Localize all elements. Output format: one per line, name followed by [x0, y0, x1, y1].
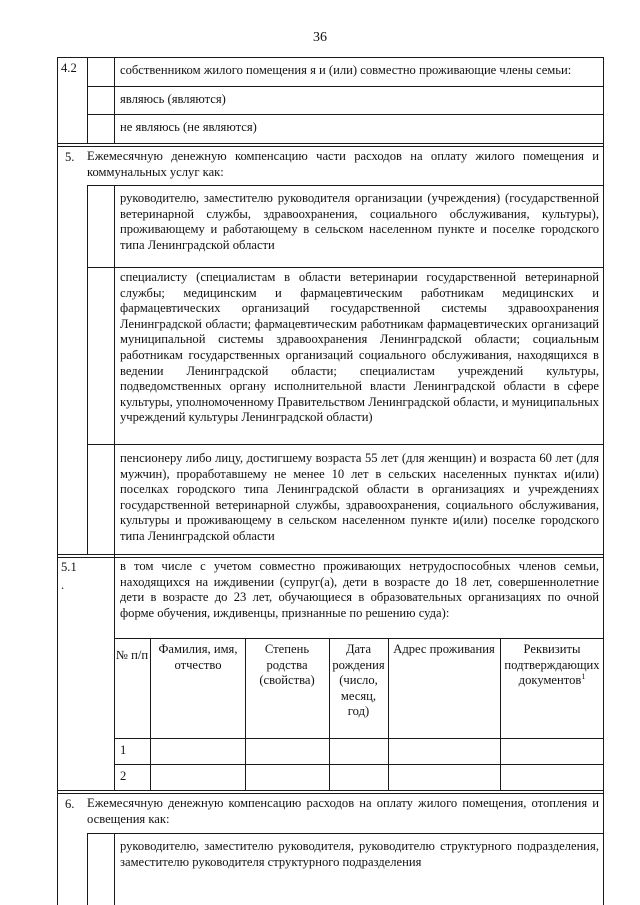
header-documents — [501, 642, 603, 689]
option-head-structural[interactable]: руководителю, заместителю руководителя, руководителю структурного подразделения, заместителю руководителя структурного подразделения — [120, 839, 599, 869]
footnote-mark: 1 — [581, 672, 586, 681]
option-pensioner[interactable]: пенсионеру либо лицу, достигшему возраста 55 лет (для женщин) и возраста 60 лет (для мужчин), проработавшему не менее 10 лет в сельских населенных пунктах и(или) поселках городского типа Ленинградской области в организациях и учреждениях государственной ветеринарной службы, здравоохранения, социального обслуживания, культуры и проживающему в сельском населенном пункте и(или) поселке городского типа Ленинградской области — [120, 451, 599, 543]
table-row-1-number: 1 — [120, 743, 127, 757]
dependents-intro: в том числе с учетом совместно проживающих нетрудоспособных членов семьи, находящихся на иждивении (супруг(а), дети в возрасте до 18 лет, совершеннолетние дети в возрасте до 23 лет, обучающиеся в образовательных организациях по очной форме обучения, иждивенцы, признанные по решению суда): — [120, 559, 599, 620]
table-row-2-number: 2 — [120, 769, 127, 783]
header-address: Адрес проживания — [393, 642, 495, 656]
header-relation: Степень родства (свойства) — [259, 642, 315, 688]
header-full-name: Фамилия, имя, отчество — [158, 642, 238, 672]
option-owner-no[interactable]: не являюсь (не являются) — [120, 120, 257, 134]
table-row-1-documents[interactable] — [501, 739, 603, 764]
row-number-4-2: 4.2 — [61, 61, 77, 75]
option-specialist[interactable]: специалисту (специалистам в области ветеринарии государственной ветеринарной службы; медицинским и фармацевтическим работникам медицинских и фармацевтических организаций государственной системы здравоохранения Ленинградской области; фармацевтическим работникам фармацевтических организаций муниципальной системы здравоохранения Ленинградской области; социальным работникам государственных организаций социального обслуживания, находящихся в ведении Ленинградской области; специалистам учреждений культуры, подведомственных органу исполнительной власти Ленинградской области в сфере культуры, уполномоченному Правительством Ленинградской области, и муниципальных учреждений культуры Ленинградской области) — [120, 270, 599, 425]
header-number: № п/п — [115, 648, 149, 662]
table-row-2-relation[interactable] — [246, 765, 328, 790]
row-number-5-1: 5.1 — [61, 560, 77, 574]
heating-compensation-intro: Ежемесячную денежную компенсацию расходов на оплату жилого помещения, отопления и освещения как: — [87, 796, 599, 826]
table-row-2-address[interactable] — [389, 765, 499, 790]
compensation-intro: Ежемесячную денежную компенсацию части расходов на оплату жилого помещения и коммунальных услуг как: — [87, 149, 599, 179]
table-row-1-relation[interactable] — [246, 739, 328, 764]
application-form-table — [57, 57, 604, 905]
table-row-1-address[interactable] — [389, 739, 499, 764]
row-number-5-1-mark: . — [61, 578, 65, 592]
table-row-1-name[interactable] — [151, 739, 245, 764]
row-number-5: 5. — [65, 150, 75, 164]
table-row-2-documents[interactable] — [501, 765, 603, 790]
header-birth-date: Дата рождения (число, месяц, год) — [332, 642, 385, 719]
table-row-2-birth-date[interactable] — [330, 765, 387, 790]
row-number-6: 6. — [65, 797, 75, 811]
page-number: 36 — [313, 30, 327, 45]
option-head-rural[interactable]: руководителю, заместителю руководителя организации (учреждения) (государственной ветеринарной службы, здравоохранения, социального обслуживания, культуры), проживающему и работающему в сельском населенном пункте и поселке городского типа Ленинградской области — [120, 191, 599, 252]
option-owner-yes[interactable]: являюсь (являются) — [120, 92, 226, 106]
table-row-1-birth-date[interactable] — [330, 739, 387, 764]
table-row-2-name[interactable] — [151, 765, 245, 790]
ownership-question: собственником жилого помещения я и (или) совместно проживающие члены семьи: — [120, 63, 572, 77]
header-documents-label: Реквизиты подтверждающих документов — [504, 642, 600, 688]
